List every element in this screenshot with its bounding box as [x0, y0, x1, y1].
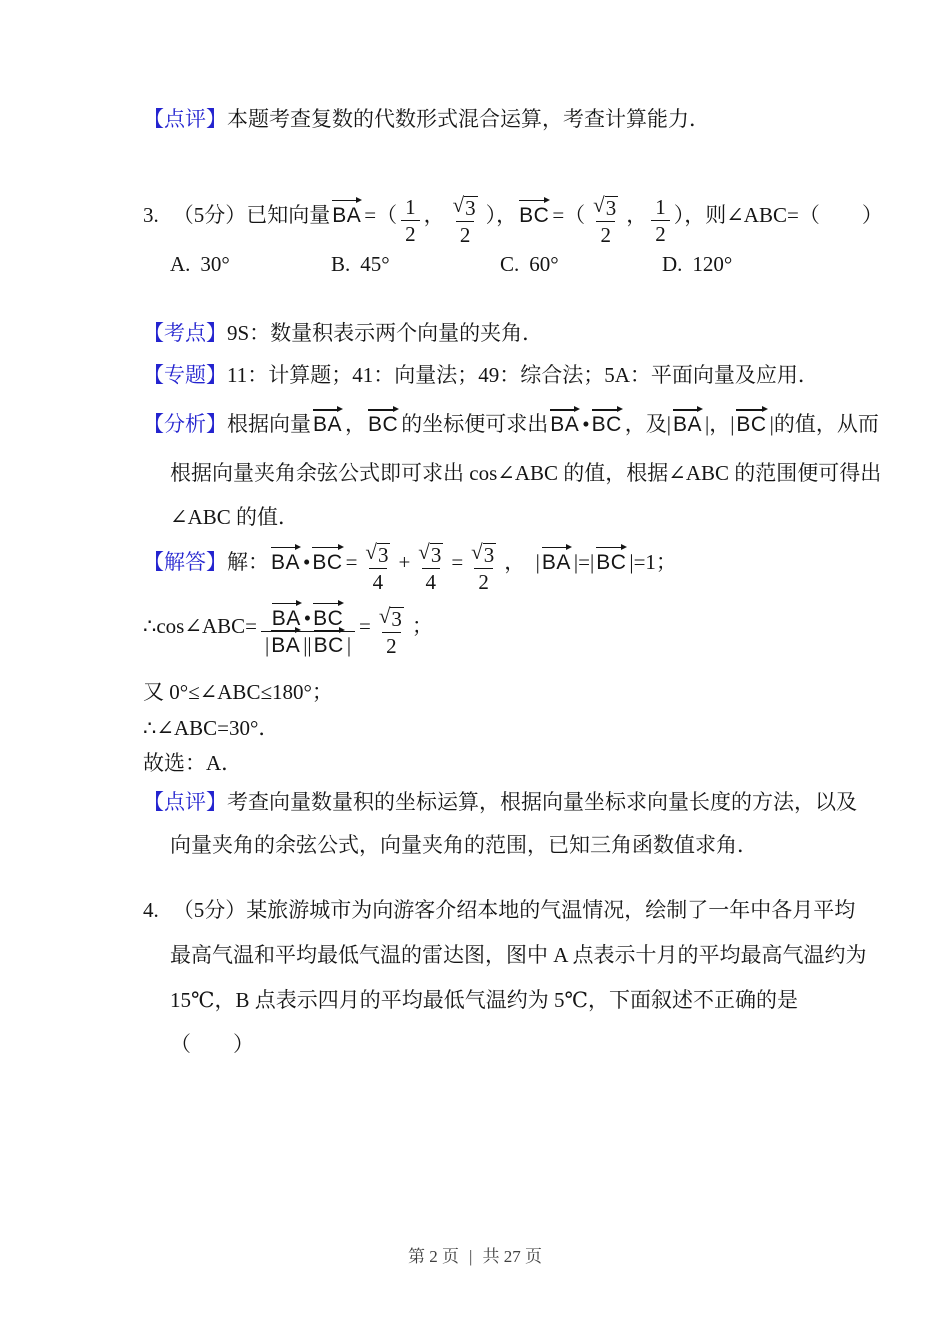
- fraction-numerator: [589, 187, 622, 221]
- fraction-numerator: BA •BC: [271, 605, 344, 630]
- q3-review-label: 【点评】: [143, 790, 227, 814]
- vector-bc-with-arrow: BC: [591, 413, 622, 436]
- vector-bc-with-arrow: BC: [596, 550, 627, 574]
- question-4-stem-line-3: [170, 987, 798, 1014]
- fraction-denominator: 2: [474, 568, 493, 594]
- question-4-stem-line-1: [143, 897, 855, 924]
- question-4-stem-line-4: [170, 1031, 254, 1058]
- page-content: [143, 0, 883, 1344]
- solution-line-3: [143, 679, 333, 706]
- square-root: √ 3: [452, 193, 476, 220]
- topic-line: [143, 362, 819, 389]
- solution-answer-line: [143, 750, 242, 777]
- fraction: [449, 187, 482, 247]
- fraction: [261, 599, 355, 657]
- option-b: [331, 251, 390, 278]
- analysis-line-1: [143, 411, 879, 438]
- exam-point-label: 【考点】: [143, 321, 227, 345]
- fraction: [589, 187, 622, 247]
- exam-point-text: 9S：数量积表示两个向量的夹角．: [227, 321, 544, 345]
- option-b-value: 45°: [360, 252, 390, 276]
- solution-line-4: [143, 715, 279, 742]
- vector-bc-with-arrow: BC: [313, 606, 344, 630]
- square-root: √ 3: [471, 540, 495, 567]
- fraction-numerator: 1: [405, 194, 416, 219]
- question-3-stem-math: （5分）已知向量BA =（ $\frac{1}{2}$ ， √ 3 2 ），BC =（ √ 3 2 ， $\frac{1}{2}$ ），则∠ABC=（ ）: [173, 203, 883, 227]
- fraction-numerator: [449, 187, 482, 221]
- vector-ba-with-arrow: BA: [550, 413, 580, 436]
- option-a-key: A.: [170, 252, 191, 276]
- question-4-text-1: （5分）某旅游城市为向游客介绍本地的气温情况，绘制了一年中各月平均: [172, 898, 856, 922]
- option-a-value: 30°: [200, 252, 230, 276]
- vector-bc-with-arrow: BC: [519, 203, 550, 227]
- vector-ba-with-arrow: BA: [313, 413, 343, 436]
- analysis-text-3: ∠ABC 的值．: [170, 505, 300, 529]
- q3-review-text-1: 考查向量数量积的坐标运算，根据向量坐标求向量长度的方法，以及: [227, 790, 857, 814]
- fraction: [361, 534, 394, 594]
- question-3-number: 3.: [143, 202, 159, 227]
- q3-review-line-2: [170, 832, 758, 859]
- option-d-value: 120°: [692, 252, 733, 276]
- option-d: [662, 251, 732, 278]
- square-root: √ 3: [593, 193, 617, 220]
- vector-ba-with-arrow: BA: [541, 550, 571, 574]
- solution-math-1: 解：BA •BC = √ 3 4 + √ 3 4 = √ 3 2 ， |BA |=|BC |=1；: [227, 550, 677, 574]
- option-c-key: C.: [500, 252, 520, 276]
- q3-review-text-2: 向量夹角的余弦公式，向量夹角的范围，已知三角函数值求角．: [170, 833, 758, 857]
- square-root: √ 3: [365, 540, 389, 567]
- question-4-stem-line-2: [170, 942, 867, 969]
- option-a: [170, 251, 230, 278]
- fraction-denominator: 2: [651, 220, 670, 246]
- square-root: √ 3: [378, 604, 402, 631]
- fraction-denominator: 2: [401, 220, 420, 246]
- fraction: [651, 188, 670, 246]
- solution-math-2: ∴cos∠ABC= $\frac{BA •BC}{|BA ||BC |}$ = √ 3 2 ；: [143, 614, 433, 638]
- solution-answer-text: 故选：A．: [143, 751, 243, 775]
- solution-text-4: ∴∠ABC=30°．: [143, 716, 280, 740]
- solution-text-3: 又 0°≤∠ABC≤180°；: [143, 680, 333, 704]
- solution-line-2: [143, 598, 433, 658]
- option-c-value: 60°: [529, 252, 559, 276]
- prev-review-text: 本题考查复数的代数形式混合运算，考查计算能力．: [227, 107, 710, 131]
- vector-ba-with-arrow: BA: [271, 634, 301, 658]
- fraction-denominator: 2: [596, 221, 615, 247]
- vector-ba-with-arrow: BA: [271, 550, 301, 574]
- solution-line-1: [143, 534, 677, 594]
- vector-bc-with-arrow: BC: [736, 413, 767, 436]
- topic-text: 11：计算题；41：向量法；49：综合法；5A：平面向量及应用．: [227, 363, 819, 387]
- solution-label: 【解答】: [143, 549, 227, 574]
- square-root: √ 3: [418, 540, 442, 567]
- vector-ba-with-arrow: BA: [271, 606, 301, 630]
- fraction-denominator: 2: [382, 632, 401, 658]
- question-3-stem: [143, 187, 883, 247]
- vector-bc-with-arrow: BC: [368, 413, 399, 436]
- fraction: [414, 534, 447, 594]
- fraction-denominator: 2: [456, 221, 475, 247]
- fraction-denominator: 4: [369, 568, 388, 594]
- option-b-key: B.: [331, 252, 351, 276]
- page-footer: [0, 1242, 950, 1267]
- vector-ba-with-arrow: BA: [672, 413, 702, 436]
- footer-page-number: 第 2 页: [408, 1247, 460, 1266]
- footer-separator: |: [469, 1247, 473, 1266]
- topic-label: 【专题】: [143, 363, 227, 387]
- vector-bc-with-arrow: BC: [313, 634, 344, 658]
- analysis-line-2: [170, 460, 881, 487]
- prev-question-review-line: [143, 106, 710, 133]
- question-3-options: [143, 251, 833, 285]
- question-4-text-3: 15℃，B 点表示四月的平均最低气温约为 5℃，下面叙述不正确的是: [170, 988, 798, 1012]
- fraction: [467, 534, 500, 594]
- option-c: [500, 251, 559, 278]
- fraction: [401, 188, 420, 246]
- fraction-denominator: 4: [422, 568, 441, 594]
- vector-ba-with-arrow: BA: [332, 203, 362, 227]
- fraction-numerator: [467, 534, 500, 568]
- q3-review-line-1: [143, 789, 857, 816]
- analysis-text-2: 根据向量夹角余弦公式即可求出 cos∠ABC 的值，根据∠ABC 的范围便可得出: [170, 461, 882, 485]
- fraction: [375, 598, 408, 658]
- analysis-label: 【分析】: [143, 412, 227, 436]
- question-4-text-2: 最高气温和平均最低气温的雷达图，图中 A 点表示十月的平均最高气温约为: [170, 943, 867, 967]
- analysis-line-3: [170, 504, 299, 531]
- fraction-denominator: |BA ||BC |: [261, 631, 355, 657]
- question-4-number: 4.: [143, 898, 159, 922]
- analysis-math-1: 根据向量BA ，BC 的坐标便可求出BA •BC ，及|BA |，|BC |的值，从而: [227, 412, 879, 436]
- vector-bc-with-arrow: BC: [312, 550, 343, 574]
- fraction-numerator: 1: [655, 194, 666, 219]
- fraction-numerator: [375, 598, 408, 632]
- review-label: 【点评】: [143, 107, 227, 131]
- footer-total-pages: 共 27 页: [482, 1247, 542, 1266]
- option-d-key: D.: [662, 252, 683, 276]
- fraction-numerator: [361, 534, 394, 568]
- fraction-numerator: [414, 534, 447, 568]
- question-4-answer-blank: （ ）: [170, 1032, 254, 1056]
- exam-point-line: [143, 320, 543, 347]
